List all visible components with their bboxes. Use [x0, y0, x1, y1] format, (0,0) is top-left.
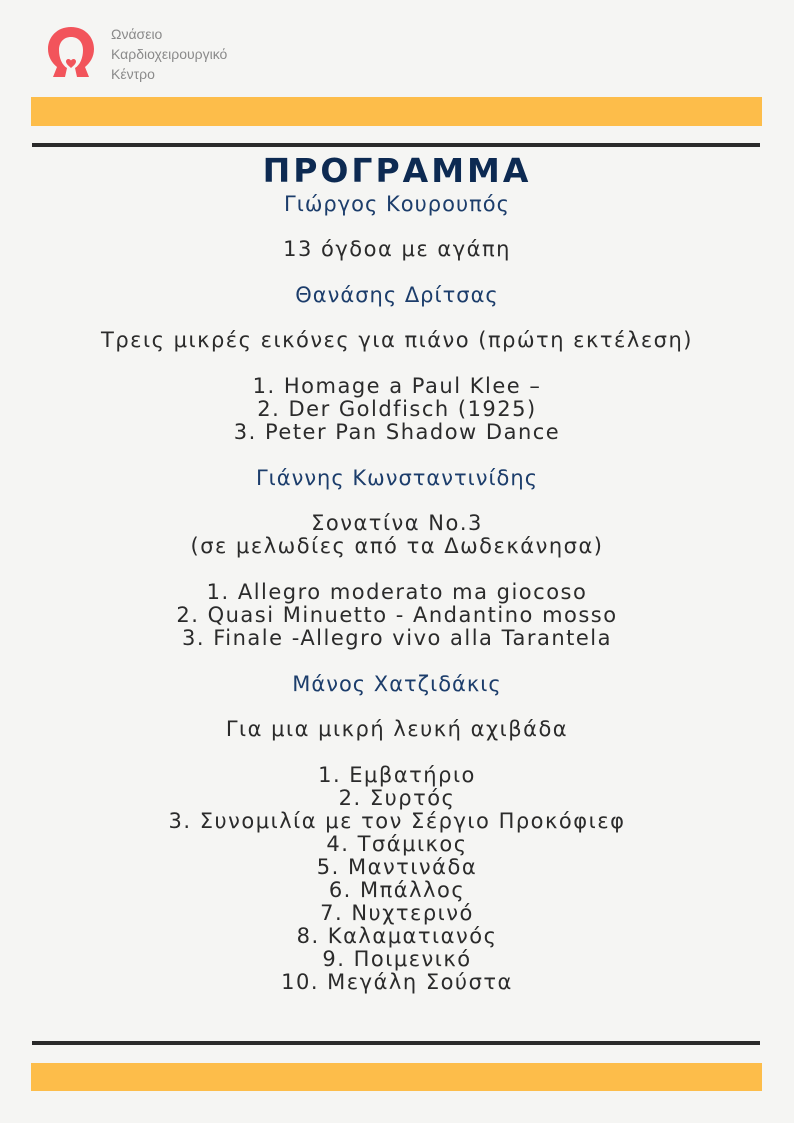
- bottom-accent-bar: [31, 1063, 762, 1091]
- movement-item: 8. Καλαματιανός: [296, 924, 498, 948]
- program-section: [0, 466, 794, 672]
- movement-item: 6. Μπάλλος: [328, 878, 466, 902]
- composer-name: Γιάννης Κωνσταντινίδης: [255, 466, 539, 490]
- work-subtitle: (σε μελωδίες από τα Δωδεκάνησα): [190, 534, 604, 558]
- heart-keyhole-logo-icon: [45, 24, 97, 80]
- logo-line-3: Κέντρο: [111, 66, 155, 82]
- program-section: [0, 192, 794, 283]
- movement-item: 7. Νυχτερινό: [320, 901, 474, 925]
- composer-name: Γιώργος Κουρουπός: [284, 192, 510, 216]
- movement-item: 1. Εμβατήριο: [318, 763, 476, 787]
- program-content: [0, 150, 794, 994]
- movement-item: 3. Peter Pan Shadow Dance: [233, 420, 561, 444]
- composer-name: Θανάσης Δρίτσας: [295, 283, 499, 307]
- program-section: [0, 283, 794, 466]
- work-title: Τρεις μικρές εικόνες για πιάνο (πρώτη εκτέλεση): [101, 328, 693, 352]
- movement-item: 5. Μαντινάδα: [316, 855, 478, 879]
- logo: [45, 24, 227, 84]
- movement-item: 2. Quasi Minuetto - Andantino mosso: [176, 603, 618, 627]
- movement-item: 2. Συρτός: [338, 786, 456, 810]
- movement-item: 4. Τσάμικος: [326, 832, 468, 856]
- program-section: [0, 672, 794, 994]
- work-title: Σονατίνα Νο.3: [311, 511, 483, 535]
- bottom-divider: [32, 1041, 760, 1045]
- logo-line-2: Καρδιοχειρουργικό: [111, 46, 228, 62]
- work-title: Για μια μικρή λευκή αχιβάδα: [225, 717, 569, 741]
- page-title: ΠΡΟΓΡΑΜΜΑ: [262, 151, 532, 190]
- work-title: 13 όγδοα με αγάπη: [283, 237, 511, 261]
- movement-item: 3. Συνομιλία με τον Σέργιο Προκόφιεφ: [168, 809, 626, 833]
- logo-text: [111, 24, 227, 84]
- movement-item: 3. Finale -Allegro vivo alla Tarantela: [182, 626, 612, 650]
- top-divider: [32, 143, 760, 147]
- movement-item: 10. Μεγάλη Σούστα: [281, 970, 513, 994]
- movement-item: 1. Allegro moderato ma giocoso: [206, 580, 588, 604]
- movement-item: 2. Der Goldfisch (1925): [257, 397, 537, 421]
- movement-item: 9. Ποιμενικό: [322, 947, 472, 971]
- composer-name: Μάνος Χατζιδάκις: [292, 672, 502, 696]
- top-accent-bar: [31, 97, 762, 126]
- movement-item: 1. Homage a Paul Klee –: [252, 374, 542, 398]
- logo-line-1: Ωνάσειο: [111, 26, 163, 42]
